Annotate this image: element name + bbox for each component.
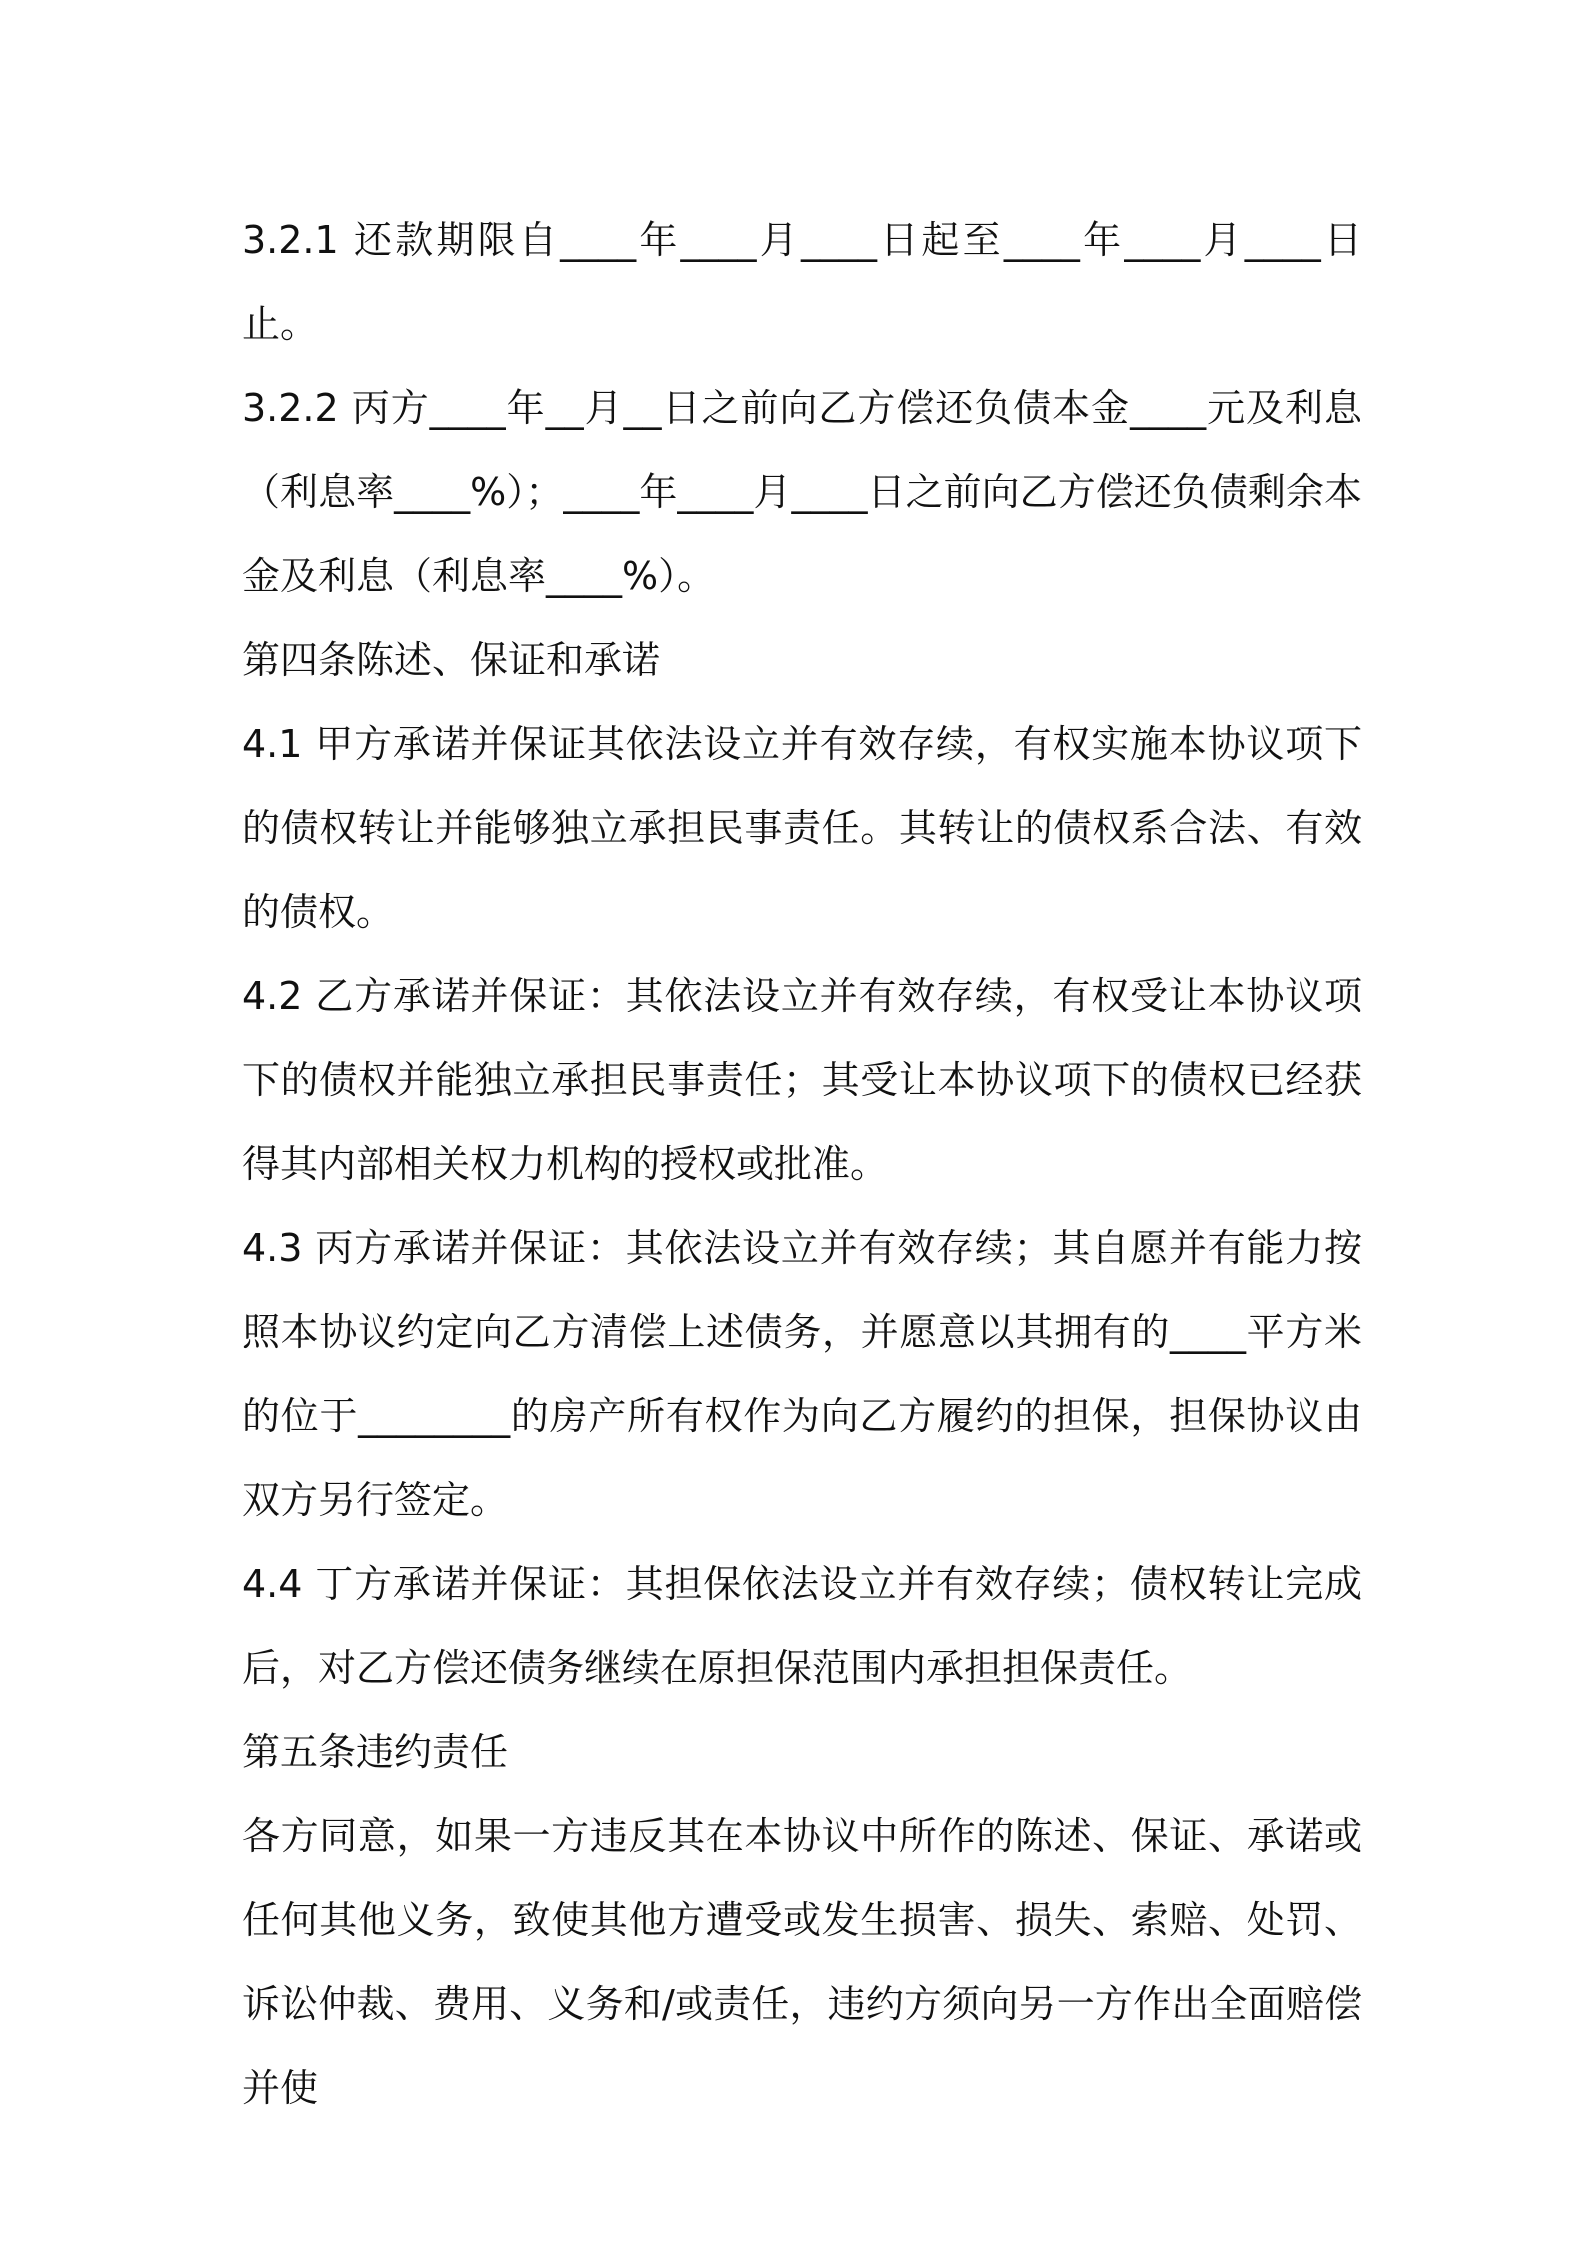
paragraph-3-2-1: 3.2.1 还款期限自____年____月____日起至____年____月____日止。 [242, 218, 1362, 346]
paragraph-4-2: 4.2 乙方承诺并保证：其依法设立并有效存续，有权受让本协议项下的债权并能独立承担民事责任；其受让本协议项下的债权已经获得其内部相关权力机构的授权或批准。 [242, 974, 1362, 1186]
paragraph-4-4: 4.4 丁方承诺并保证：其担保依法设立并有效存续；债权转让完成后，对乙方偿还债务继续在原担保范围内承担担保责任。 [242, 1562, 1362, 1690]
paragraph-article-5-body: 各方同意，如果一方违反其在本协议中所作的陈述、保证、承诺或任何其他义务，致使其他方遭受或发生损害、损失、索赔、处罚、诉讼仲裁、费用、义务和/或责任，违约方须向另一方作出全面赔偿并使 [242, 1814, 1362, 2110]
paragraph-4-3: 4.3 丙方承诺并保证：其依法设立并有效存续；其自愿并有能力按照本协议约定向乙方清偿上述债务，并愿意以其拥有的____平方米的位于________的房产所有权作为向乙方履约的担保，担保协议由双方另行签定。 [242, 1226, 1362, 1522]
heading-article-5: 第五条违约责任 [242, 1730, 509, 1774]
heading-article-4: 第四条陈述、保证和承诺 [242, 638, 661, 682]
paragraph-4-1: 4.1 甲方承诺并保证其依法设立并有效存续，有权实施本协议项下的债权转让并能够独立承担民事责任。其转让的债权系合法、有效的债权。 [242, 722, 1362, 934]
document-body [242, 198, 1362, 2130]
paragraph-3-2-2: 3.2.2 丙方____年__月__日之前向乙方偿还负债本金____元及利息（利息率____%）；____年____月____日之前向乙方偿还负债剩余本金及利息（利息率____%）。 [242, 386, 1362, 598]
